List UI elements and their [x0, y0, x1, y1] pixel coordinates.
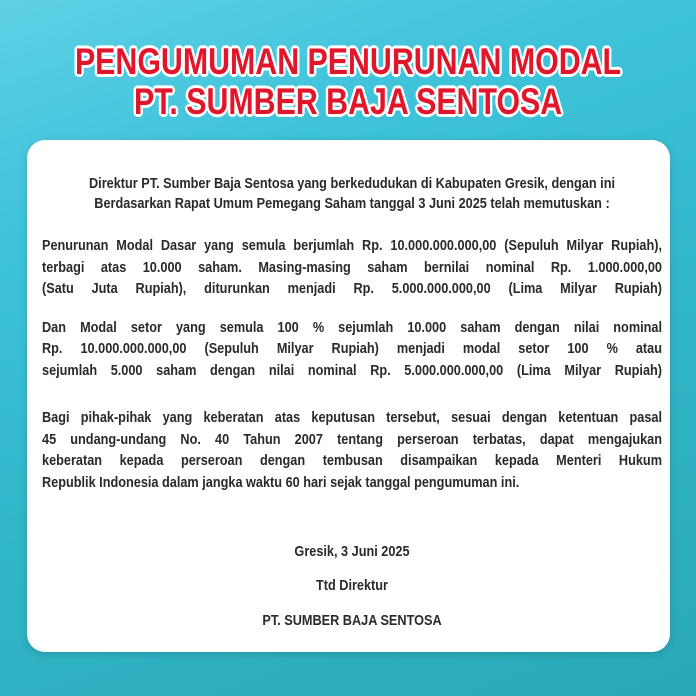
- company-title: PT. SUMBER BAJA SENTOSA: [133, 81, 563, 122]
- paragraph3-line: 45 undang-undang No. 40 Tahun 2007 tentang perseroan terbatas, dapat mengajukan: [42, 431, 663, 448]
- paragraph3-line: Bagi pihak-pihak yang keberatan atas keputusan tersebut, sesuai dengan ketentuan pasal: [42, 409, 663, 426]
- announcement-card: [27, 140, 670, 652]
- paragraph2-line: sejumlah 5.000 saham dengan nilai nominal Rp. 5.000.000.000,00 (Lima Milyar Rupiah): [42, 362, 663, 379]
- signature-signed: Ttd Direktur: [315, 577, 388, 594]
- paragraph3-line: keberatan kepada perseroan dengan tembusan disampaikan kepada Menteri Hukum: [42, 452, 663, 469]
- paragraph1-line: (Satu Juta Rupiah), diturunkan menjadi Rp. 5.000.000.000,00 (Lima Milyar Rupiah): [42, 280, 663, 297]
- paragraph2-line: Rp. 10.000.000.000,00 (Sepuluh Milyar Rupiah) menjadi modal setor 100 % atau: [42, 340, 663, 357]
- paragraph3-line: Republik Indonesia dalam jangka waktu 60 hari sejak tanggal pengumuman ini.: [42, 474, 520, 491]
- paragraph1-line: terbagi atas 10.000 saham. Masing-masing saham bernilai nominal Rp. 1.000.000,00: [42, 259, 663, 276]
- intro-line: Berdasarkan Rapat Umum Pemegang Saham tanggal 3 Juni 2025 telah memutuskan :: [94, 195, 610, 212]
- intro-line: Direktur PT. Sumber Baja Sentosa yang berkedudukan di Kabupaten Gresik, dengan ini: [89, 175, 615, 192]
- signature-company: PT. SUMBER BAJA SENTOSA: [262, 612, 442, 629]
- announcement-title: PENGUMUMAN PENURUNAN MODAL: [74, 41, 622, 82]
- paragraph2-line: Dan Modal setor yang semula 100 % sejumlah 10.000 saham dengan nilai nominal: [42, 319, 663, 336]
- signature-place-date: Gresik, 3 Juni 2025: [294, 543, 410, 560]
- paragraph1-line: Penurunan Modal Dasar yang semula berjumlah Rp. 10.000.000.000,00 (Sepuluh Milyar Rupiah),: [42, 237, 663, 254]
